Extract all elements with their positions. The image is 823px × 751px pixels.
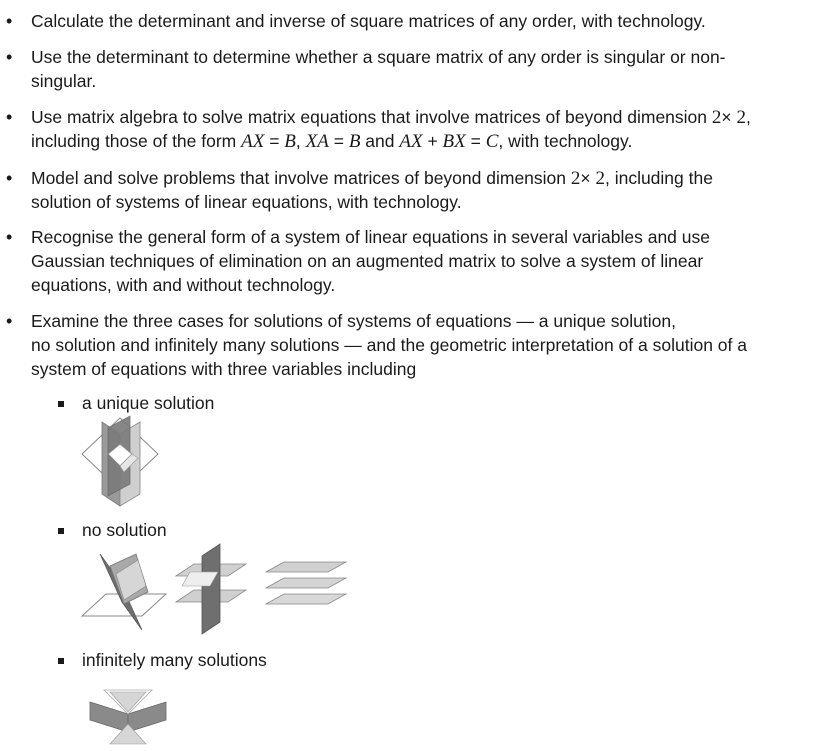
math-symbol: C [485, 131, 499, 152]
math-symbol: 2 [736, 107, 746, 128]
text-segment: × [721, 107, 737, 127]
math-symbol: AX [241, 131, 265, 152]
text-segment: Recognise the general form of a system of linear equations in several variables and use [31, 227, 710, 247]
objective-line [31, 191, 462, 215]
text-segment: equations, with and without technology. [31, 275, 336, 295]
text-segment: , [295, 131, 306, 151]
text-segment: = [328, 131, 349, 151]
math-symbol: B [284, 131, 296, 152]
math-symbol: 2 [595, 168, 605, 189]
objective-line [31, 167, 713, 191]
text-segment: = [264, 131, 285, 151]
bullet-dot: • [6, 227, 13, 247]
plane-upper [110, 692, 146, 712]
objective-line [31, 274, 335, 298]
bullet-dot: • [6, 47, 13, 67]
infinite-solutions-planes-figure [90, 688, 168, 746]
vertical-plane [202, 544, 220, 634]
text-segment: singular. [31, 71, 97, 91]
text-segment: solution of systems of linear equations, with technology. [31, 192, 462, 212]
square-bullet [58, 401, 64, 407]
unique-solution-planes-figure [80, 414, 162, 510]
objective-line [31, 10, 706, 34]
text-segment: Examine the three cases for solutions of systems of equations — a unique solution, [31, 311, 676, 331]
text-segment: including those of the form [31, 131, 242, 151]
objective-line [31, 310, 676, 334]
text-segment: Calculate the determinant and inverse of square matrices of any order, with technology. [31, 11, 706, 31]
text-segment: Model and solve problems that involve matrices of beyond dimension [31, 168, 571, 188]
bullet-dot: • [6, 311, 13, 331]
math-symbol: BX [442, 131, 466, 152]
math-symbol: XA [305, 131, 329, 152]
objective-line [31, 226, 710, 250]
stacked-plane-2 [266, 578, 346, 588]
text-segment: Gaussian techniques of elimination on an augmented matrix to solve a system of linear [31, 251, 704, 271]
math-symbol: AX [399, 131, 423, 152]
text-segment: Use matrix algebra to solve matrix equations that involve matrices of beyond dimension [31, 107, 712, 127]
text-segment: = [465, 131, 486, 151]
case-label-infinite: infinitely many solutions [82, 650, 267, 670]
text-segment: and [360, 131, 400, 151]
objective-line [31, 46, 726, 70]
stacked-plane-1 [266, 562, 346, 572]
objective-line [31, 70, 96, 94]
text-segment: , including the [604, 168, 713, 188]
text-segment: , with technology. [498, 131, 633, 151]
math-symbol: B [348, 131, 361, 152]
objective-line [31, 358, 416, 382]
bullet-dot: • [6, 107, 13, 127]
objective-line [31, 334, 747, 358]
text-segment: no solution and infinitely many solutions — and the geometric interpretation of a solution of a [31, 335, 747, 355]
objective-line [31, 250, 703, 274]
math-symbol: 2 [570, 168, 581, 189]
case-label-none: no solution [82, 520, 167, 540]
text-segment: Use the determinant to determine whether a square matrix of any order is singular or non- [31, 47, 726, 67]
square-bullet [58, 528, 64, 534]
case-label-unique: a unique solution [82, 393, 215, 413]
square-bullet [58, 658, 64, 664]
text-segment: system of equations with three variables including [31, 359, 417, 379]
bullet-dot: • [6, 168, 13, 188]
no-solution-planes-figure [80, 544, 352, 636]
plane-left [90, 702, 128, 732]
text-segment: + [422, 131, 443, 151]
text-segment: × [580, 168, 596, 188]
stacked-plane-3 [266, 594, 346, 604]
plane-right [128, 702, 166, 732]
objective-line [31, 106, 751, 130]
text-segment: , [745, 107, 751, 127]
bullet-dot: • [6, 11, 13, 31]
math-symbol: 2 [711, 107, 722, 128]
objective-line [31, 130, 632, 154]
